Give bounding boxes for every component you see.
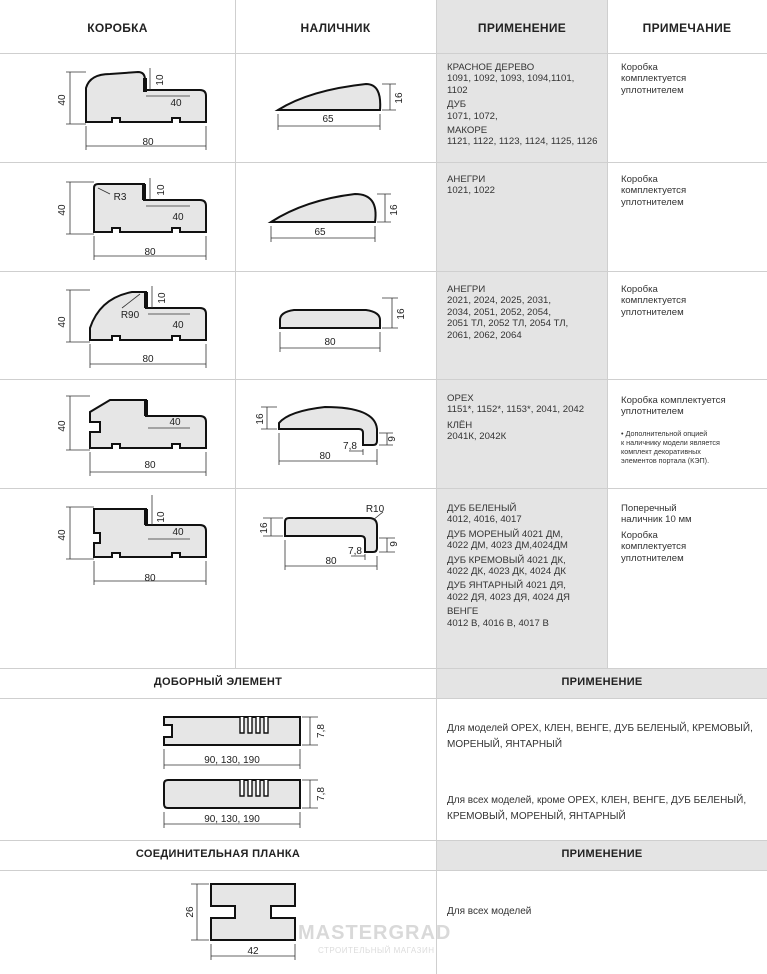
frame-depth-label: 10 [157, 292, 168, 304]
extension-usage-2: Для всех моделей, кроме ОРЕХ, КЛЕН, ВЕНГЕ, ДУБ БЕЛЕНЫЙ, КРЕМОВЫЙ, МОРЕНЫЙ, ЯНТАРНЫЙ [447, 795, 747, 822]
grid-line [235, 0, 236, 668]
note-text-1: Коробка комплектуется уплотнителем [621, 62, 687, 96]
casing-profile-2 [265, 180, 405, 260]
frame-height-label: 40 [57, 529, 68, 541]
frame-depth-label: 10 [156, 511, 167, 523]
extension-width-label: 90, 130, 190 [204, 755, 260, 766]
joint-header: СОЕДИНИТЕЛЬНАЯ ПЛАНКА [135, 848, 301, 860]
casing-width-label: 80 [325, 556, 337, 567]
usage-text-2: АНЕГРИ 1021, 1022 [447, 174, 496, 197]
grid-line [0, 698, 767, 699]
casing-width-label: 80 [319, 451, 331, 462]
casing-height-label: 16 [259, 522, 270, 534]
joint-usage-header: ПРИМЕНЕНИЕ [561, 848, 643, 860]
casing-radius-label: R10 [365, 504, 385, 515]
grid-line [436, 0, 437, 974]
casing-profile-3 [270, 290, 410, 370]
frame-height-label: 40 [57, 94, 68, 106]
frame-depth-label: 10 [156, 184, 167, 196]
grid-line [0, 379, 767, 380]
joint-profile [185, 876, 315, 971]
joint-width-label: 42 [247, 946, 259, 957]
grid-line [0, 870, 767, 871]
frame-height-label: 40 [57, 316, 68, 328]
frame-profile-2 [57, 170, 230, 270]
grid-line [0, 488, 767, 489]
usage-text-4: ОРЕХ 1151*, 1152*, 1153*, 2041, 2042 КЛЁН 2041К, 2042К [447, 393, 585, 443]
note-text-4: Коробка комплектуется уплотнителем [621, 395, 726, 418]
frame-radius-label: R3 [113, 192, 127, 203]
casing-profile-4 [255, 393, 405, 473]
grid-line [0, 162, 767, 163]
joint-height-label: 26 [185, 906, 196, 918]
usage-text-3: АНЕГРИ 2021, 2024, 2025, 2031, 2034, 2051, 2052, 2054, 2051 ТЛ, 2052 ТЛ, 2054 ТЛ, 2061, 2062, 2064 [447, 284, 569, 341]
extension-usage-header: ПРИМЕНЕНИЕ [561, 676, 643, 688]
frame-width-label: 80 [144, 573, 156, 584]
casing-height-label: 16 [255, 413, 266, 425]
frame-height-label: 40 [57, 204, 68, 216]
extension-header: ДОБОРНЫЙ ЭЛЕМЕНТ [153, 676, 283, 688]
frame-profile-4 [57, 386, 230, 486]
note-text-2: Коробка комплектуется уплотнителем [621, 174, 687, 208]
casing-height-label: 16 [396, 308, 407, 320]
casing-w2-label: 7,8 [348, 546, 362, 557]
note-text-5: Поперечный наличник 10 мм Коробка комплектуется уплотнителем [621, 503, 692, 564]
frame-rebate-label: 40 [172, 320, 184, 331]
grid-line [607, 0, 608, 668]
usage-text-1: КРАСНОЕ ДЕРЕВО 1091, 1092, 1093, 1094,1101, 1102 ДУБ 1071, 1072, МАКОРЕ 1121, 1122, 1123, 1124, 1125, 1126 [447, 62, 598, 148]
frame-width-label: 80 [142, 137, 154, 148]
grid-line [0, 668, 767, 669]
frame-radius-label: R90 [120, 310, 140, 321]
extension-height-label: 7,8 [316, 787, 327, 801]
casing-h2-label: 9 [387, 436, 398, 442]
casing-h2-label: 9 [389, 541, 400, 547]
frame-profile-1 [57, 60, 230, 160]
frame-width-label: 80 [144, 460, 156, 471]
usage-text-5: ДУБ БЕЛЕНЫЙ 4012, 4016, 4017 ДУБ МОРЕНЫЙ 4021 ДМ, 4022 ДМ, 4023 ДМ,4024ДМ ДУБ КРЕМОВЫЙ 4021 ДК, 4022 ДК, 4023 ДК, 4024 ДК ДУБ ЯНТАРНЫЙ 4021 ДЯ, 4022 ДЯ, 4023 ДЯ, 4024 ДЯ ВЕНГЕ 4012 В, 4016 В, 4017 В [447, 503, 570, 629]
header-note: ПРИМЕЧАНИЕ [642, 21, 732, 35]
header-casing: НАЛИЧНИК [300, 21, 371, 35]
extension-width-label: 90, 130, 190 [204, 814, 260, 825]
extension-usage-1: Для моделей ОРЕХ, КЛЕН, ВЕНГЕ, ДУБ БЕЛЕНЫЙ, КРЕМОВЫЙ, МОРЕНЫЙ, ЯНТАРНЫЙ [447, 723, 753, 750]
frame-width-label: 80 [144, 247, 156, 258]
frame-profile-5 [57, 495, 230, 595]
header-frame: КОРОБКА [87, 21, 148, 35]
casing-height-label: 16 [389, 204, 400, 216]
frame-width-label: 80 [142, 354, 154, 365]
extension-height-label: 7,8 [316, 724, 327, 738]
casing-w2-label: 7,8 [343, 441, 357, 452]
extension-profile-2 [150, 772, 340, 837]
watermark-logo: MASTERGRAD [298, 922, 452, 944]
casing-width-label: 65 [322, 114, 334, 125]
extension-profile-1 [150, 705, 340, 770]
casing-profile-5 [255, 498, 405, 578]
frame-profile-3 [57, 278, 230, 378]
frame-rebate-label: 40 [169, 417, 181, 428]
note-text-3: Коробка комплектуется уплотнителем [621, 284, 687, 318]
header-usage: ПРИМЕНЕНИЕ [477, 21, 567, 35]
frame-height-label: 40 [57, 420, 68, 432]
joint-usage: Для всех моделей [447, 906, 532, 917]
casing-width-label: 80 [324, 337, 336, 348]
frame-rebate-label: 40 [170, 98, 182, 109]
grid-line [0, 53, 767, 54]
grid-line [0, 840, 767, 841]
frame-rebate-label: 40 [172, 527, 184, 538]
casing-height-label: 16 [394, 92, 405, 104]
casing-width-label: 65 [314, 227, 326, 238]
frame-rebate-label: 40 [172, 212, 184, 223]
casing-profile-1 [270, 70, 410, 150]
frame-depth-label: 10 [155, 74, 166, 86]
footnote-4: • Дополнительной опцией к наличнику модели является комплект декоративных элементов портала (КЭП). [621, 429, 720, 465]
watermark-subtitle: СТРОИТЕЛЬНЫЙ МАГАЗИН [318, 946, 435, 955]
grid-line [0, 271, 767, 272]
